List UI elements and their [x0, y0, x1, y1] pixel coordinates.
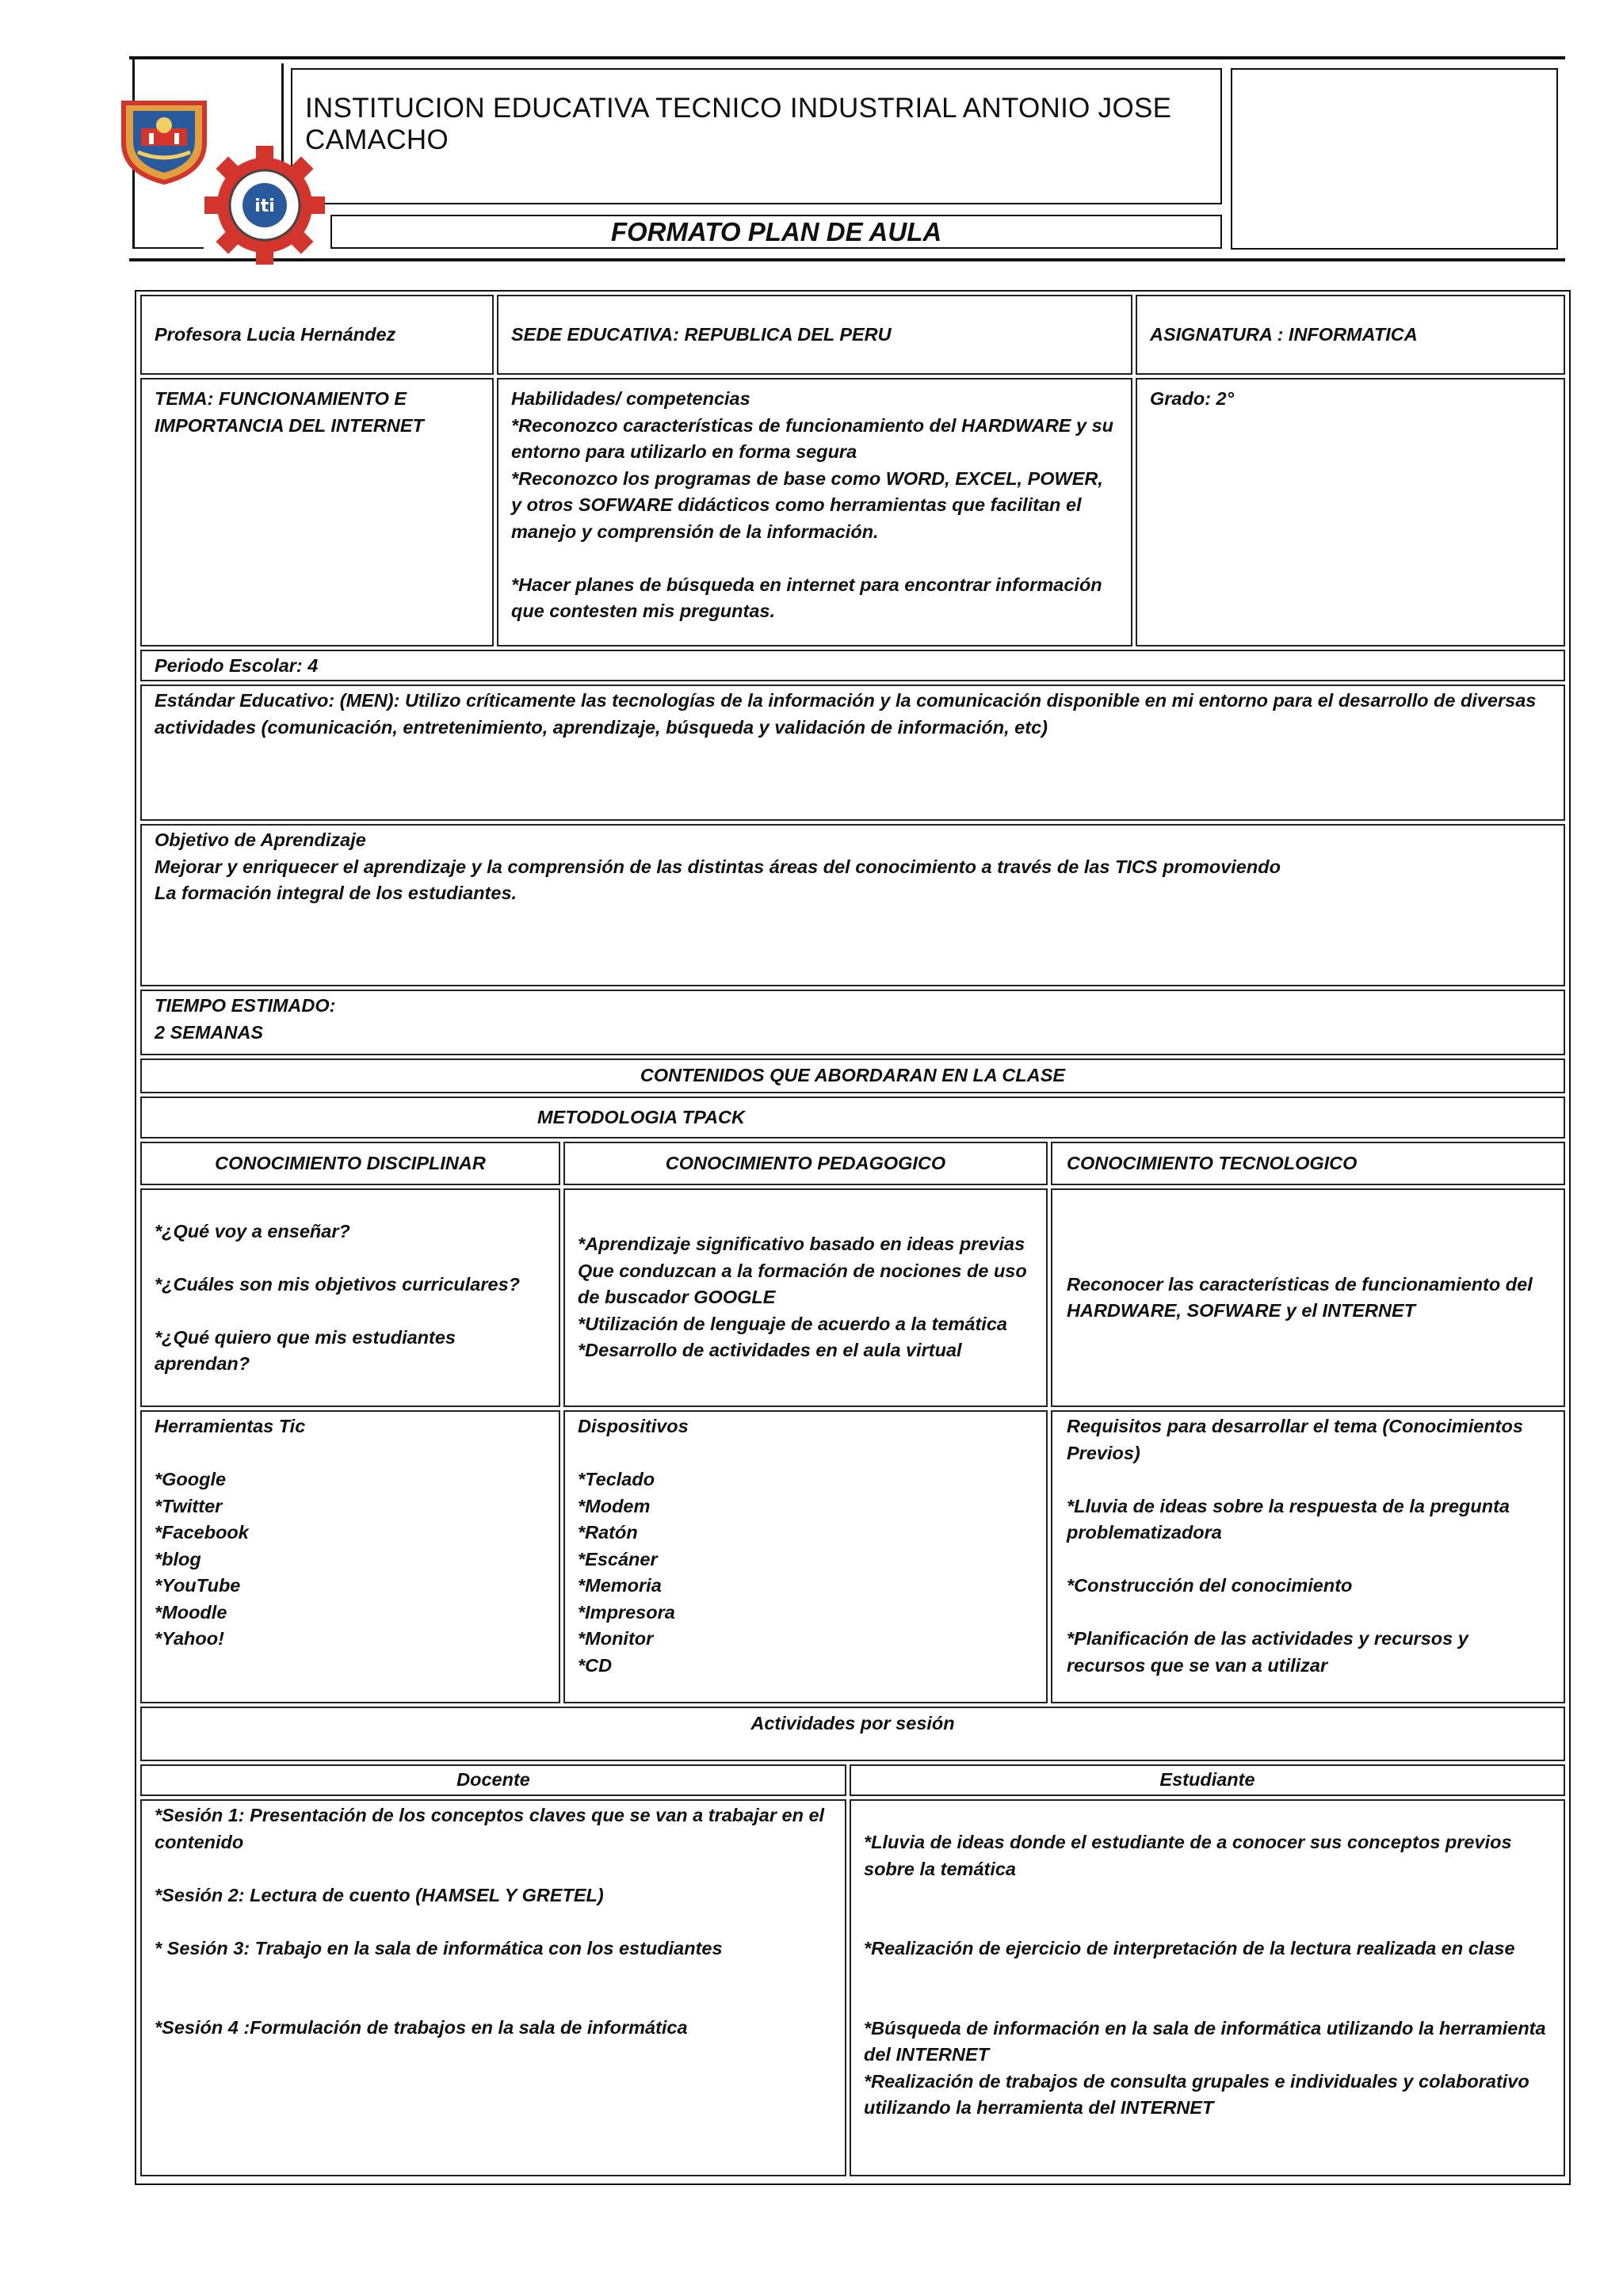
institution-name: INSTITUCION EDUCATIVA TECNICO INDUSTRIAL ANTONIO JOSE CAMACHO [305, 93, 1172, 155]
habilidades-competencias: Habilidades/ competencias *Reconozco características de funcionamiento del HARDWARE y su entorno para utilizarlo en forma segura *Reconozco los programas de base como WORD, EXCEL, POWER, y otros SOFWARE didácticos como herramientas que facilitan el manejo y comprensión de la información. *Hacer planes de búsqueda en internet para encontrar información que contesten mis preguntas. [497, 378, 1132, 646]
form-title: FORMATO PLAN DE AULA [610, 216, 942, 246]
institution-box [291, 68, 1222, 204]
col-header-disciplinar: CONOCIMIENTO DISCIPLINAR [140, 1142, 560, 1185]
actividades-heading: Actividades por sesión [750, 1713, 955, 1734]
dispositivos: Dispositivos *Teclado *Modem *Ratón *Escáner *Memoria *Impresora *Monitor *CD [563, 1410, 1048, 1703]
form-title-box [330, 215, 1222, 249]
metodologia-tpack: METODOLOGIA TPACK [537, 1106, 745, 1127]
conocimiento-disciplinar: *¿Qué voy a enseñar? *¿Cuáles son mis objetivos curriculares? *¿Qué quiero que mis estudiantes aprendan? [140, 1188, 560, 1407]
header-left-bottom-tick [132, 247, 204, 249]
estandar-educativo: Estándar Educativo: (MEN): Utilizo críticamente las tecnologías de la información y la comunicación disponible en mi entorno para el desarrollo de diversas actividades (comunicación, entretenimiento, aprendizaje, búsqueda y validación de información, etc) [140, 685, 1565, 821]
col-header-tecnologico: CONOCIMIENTO TECNOLOGICO [1051, 1142, 1565, 1185]
header-top-rule [129, 56, 1565, 59]
actividades-heading-row [140, 1707, 1565, 1761]
header-bottom-rule [129, 258, 1565, 261]
asignatura: ASIGNATURA : INFORMATICA [1136, 295, 1565, 375]
col-header-pedagogico: CONOCIMIENTO PEDAGOGICO [563, 1142, 1048, 1185]
herramientas-tic: Herramientas Tic *Google *Twitter *Facebook *blog *YouTube *Moodle *Yahoo! [140, 1410, 560, 1703]
metodologia-row [140, 1097, 1565, 1138]
periodo-escolar: Periodo Escolar: 4 [140, 650, 1565, 681]
actividades-docente: *Sesión 1: Presentación de los conceptos claves que se van a trabajar en el contenido *Sesión 2: Lectura de cuento (HAMSEL Y GRETEL) * Sesión 3: Trabajo en la sala de informática con los estudiantes *Sesión 4 :Formulación de trabajos en la sala de informática [140, 1799, 846, 2176]
svg-text:iti: iti [254, 196, 275, 216]
teacher-name: Profesora Lucia Hernández [140, 295, 494, 375]
technical-gear-logo [197, 146, 333, 265]
sede-educativa: SEDE EDUCATIVA: REPUBLICA DEL PERU [497, 295, 1132, 375]
conocimiento-pedagogico: *Aprendizaje significativo basado en ideas previas Que conduzcan a la formación de nociones de uso de buscador GOOGLE *Utilización de lenguaje de acuerdo a la temática *Desarrollo de actividades en el aula virtual [563, 1188, 1048, 1407]
tiempo-estimado: TIEMPO ESTIMADO: 2 SEMANAS [140, 990, 1565, 1055]
conocimiento-tecnologico: Reconocer las características de funcionamiento del HARDWARE, SOFWARE y el INTERNET [1051, 1188, 1565, 1407]
requisitos-previos: Requisitos para desarrollar el tema (Conocimientos Previos) *Lluvia de ideas sobre la respuesta de la pregunta problematizadora *Construcción del conocimiento *Planificación de las actividades y recursos y recursos que se van a utilizar [1051, 1410, 1565, 1703]
header-right-box [1231, 68, 1558, 250]
actividades-estudiante: *Lluvia de ideas donde el estudiante de a conocer sus conceptos previos sobre la temática *Realización de ejercicio de interpretación de la lectura realizada en clase *Búsqueda de información en la sala de informática utilizando la herramienta del INTERNET *Realización de trabajos de consulta grupales e individuales y colaborativo utilizando la herramienta del INTERNET [850, 1799, 1565, 2176]
estudiante-label: Estudiante [850, 1764, 1565, 1796]
contenidos-heading: CONTENIDOS QUE ABORDARAN EN LA CLASE [140, 1058, 1565, 1093]
docente-label: Docente [140, 1764, 846, 1796]
tema: TEMA: FUNCIONAMIENTO E IMPORTANCIA DEL INTERNET [140, 378, 494, 646]
grado: Grado: 2° [1136, 378, 1565, 646]
objetivo-aprendizaje: Objetivo de Aprendizaje Mejorar y enriquecer el aprendizaje y la comprensión de las distintas áreas del conocimiento a través de las TICS promoviendo La formación integral de los estudiantes. [140, 824, 1565, 986]
